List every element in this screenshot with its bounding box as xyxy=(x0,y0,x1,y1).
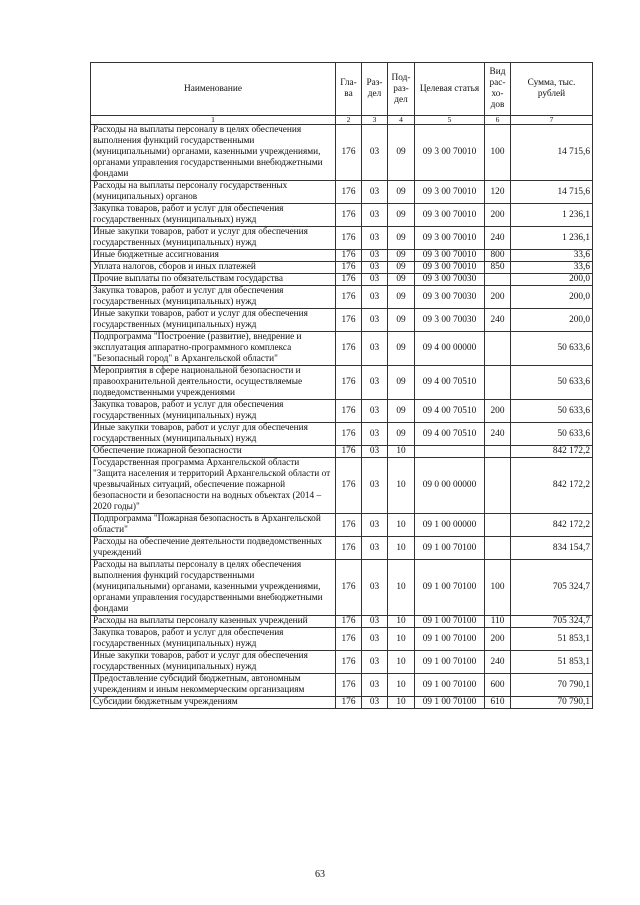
cell-vid: 120 xyxy=(485,181,511,204)
cell-vid xyxy=(485,366,511,400)
cell-target: 09 1 00 70100 xyxy=(415,616,485,628)
cell-glava: 176 xyxy=(336,400,362,423)
table-row xyxy=(91,616,593,628)
cell-target: 09 3 00 70010 xyxy=(415,250,485,262)
cell-sum: 33,6 xyxy=(511,250,593,262)
table-row xyxy=(91,250,593,262)
cell-podrazdel: 09 xyxy=(388,250,415,262)
cell-sum: 70 790,1 xyxy=(511,697,593,709)
cell-razdel: 03 xyxy=(362,697,388,709)
cell-target: 09 1 00 70100 xyxy=(415,674,485,697)
cell-target: 09 3 00 70030 xyxy=(415,274,485,286)
cell-name: Предоставление субсидий бюджетным, автономным учреждениям и иным некоммерческим организациям xyxy=(91,674,336,697)
cell-target: 09 4 00 70510 xyxy=(415,366,485,400)
cell-target: 09 3 00 70010 xyxy=(415,262,485,274)
cell-sum: 51 853,1 xyxy=(511,651,593,674)
cell-target: 09 3 00 70010 xyxy=(415,227,485,250)
cell-glava: 176 xyxy=(336,423,362,446)
cell-sum: 70 790,1 xyxy=(511,674,593,697)
table-body xyxy=(91,125,593,709)
cell-name: Подпрограмма "Пожарная безопасность в Архангельской области" xyxy=(91,514,336,537)
table-row xyxy=(91,560,593,616)
cell-vid: 100 xyxy=(485,560,511,616)
cell-podrazdel: 10 xyxy=(388,537,415,560)
cell-name: Прочие выплаты по обязательствам государства xyxy=(91,274,336,286)
cell-glava: 176 xyxy=(336,332,362,366)
cell-name: Иные закупки товаров, работ и услуг для обеспечения государственных (муниципальных) нужд xyxy=(91,309,336,332)
cell-sum: 51 853,1 xyxy=(511,628,593,651)
cell-vid: 240 xyxy=(485,423,511,446)
cell-razdel: 03 xyxy=(362,446,388,458)
table-row xyxy=(91,366,593,400)
cell-glava: 176 xyxy=(336,250,362,262)
cell-glava: 176 xyxy=(336,274,362,286)
cell-vid: 610 xyxy=(485,697,511,709)
cell-target: 09 1 00 70100 xyxy=(415,628,485,651)
page-number: 63 xyxy=(315,869,325,880)
header-row xyxy=(91,63,593,116)
column-number: 4 xyxy=(388,116,415,125)
cell-razdel: 03 xyxy=(362,181,388,204)
table-row xyxy=(91,514,593,537)
cell-podrazdel: 10 xyxy=(388,446,415,458)
cell-glava: 176 xyxy=(336,227,362,250)
cell-sum: 842 172,2 xyxy=(511,458,593,514)
cell-razdel: 03 xyxy=(362,332,388,366)
cell-sum: 50 633,6 xyxy=(511,423,593,446)
column-number: 1 xyxy=(91,116,336,125)
table-row xyxy=(91,286,593,309)
header-sum: Сумма, тыс. рублей xyxy=(511,63,593,116)
cell-target: 09 3 00 70030 xyxy=(415,309,485,332)
cell-vid: 200 xyxy=(485,628,511,651)
table-row xyxy=(91,262,593,274)
column-number: 7 xyxy=(511,116,593,125)
cell-sum: 33,6 xyxy=(511,262,593,274)
cell-sum: 1 236,1 xyxy=(511,204,593,227)
cell-podrazdel: 10 xyxy=(388,628,415,651)
cell-razdel: 03 xyxy=(362,227,388,250)
table-row xyxy=(91,697,593,709)
cell-sum: 842 172,2 xyxy=(511,514,593,537)
cell-sum: 842 172,2 xyxy=(511,446,593,458)
cell-name: Иные бюджетные ассигнования xyxy=(91,250,336,262)
cell-name: Расходы на выплаты персоналу государственных (муниципальных) органов xyxy=(91,181,336,204)
header-name: Наименование xyxy=(91,63,336,116)
cell-razdel: 03 xyxy=(362,250,388,262)
header-vid: Вид рас-хо-дов xyxy=(485,63,511,116)
cell-name: Подпрограмма "Построение (развитие), внедрение и эксплуатация аппаратно-программного комплекса "Безопасный город" в Архангельской области" xyxy=(91,332,336,366)
cell-glava: 176 xyxy=(336,204,362,227)
cell-name: Государственная программа Архангельской области "Защита населения и территорий Архангельской области от чрезвычайных ситуаций, обеспечение пожарной безопасности и безопасности на водных объектах (2014 – 2020 годы)" xyxy=(91,458,336,514)
cell-podrazdel: 09 xyxy=(388,332,415,366)
cell-glava: 176 xyxy=(336,697,362,709)
cell-glava: 176 xyxy=(336,560,362,616)
cell-podrazdel: 10 xyxy=(388,514,415,537)
cell-vid xyxy=(485,458,511,514)
cell-razdel: 03 xyxy=(362,309,388,332)
cell-vid: 240 xyxy=(485,651,511,674)
cell-razdel: 03 xyxy=(362,458,388,514)
cell-name: Уплата налогов, сборов и иных платежей xyxy=(91,262,336,274)
cell-target: 09 1 00 00000 xyxy=(415,514,485,537)
cell-name: Субсидии бюджетным учреждениям xyxy=(91,697,336,709)
cell-name: Расходы на выплаты персоналу в целях обеспечения выполнения функций государственными (муниципальными) органами, казенными учреждениями, органами управления государственными внебюджетными фондами xyxy=(91,125,336,181)
cell-name: Закупка товаров, работ и услуг для обеспечения государственных (муниципальных) нужд xyxy=(91,400,336,423)
cell-target: 09 1 00 70100 xyxy=(415,697,485,709)
cell-razdel: 03 xyxy=(362,674,388,697)
cell-name: Иные закупки товаров, работ и услуг для обеспечения государственных (муниципальных) нужд xyxy=(91,651,336,674)
cell-vid: 240 xyxy=(485,227,511,250)
table-row xyxy=(91,309,593,332)
cell-razdel: 03 xyxy=(362,628,388,651)
cell-glava: 176 xyxy=(336,616,362,628)
cell-sum: 14 715,6 xyxy=(511,181,593,204)
cell-razdel: 03 xyxy=(362,560,388,616)
cell-glava: 176 xyxy=(336,537,362,560)
cell-target: 09 3 00 70010 xyxy=(415,125,485,181)
cell-podrazdel: 09 xyxy=(388,286,415,309)
cell-sum: 200,0 xyxy=(511,274,593,286)
cell-sum: 200,0 xyxy=(511,286,593,309)
cell-target: 09 1 00 70100 xyxy=(415,537,485,560)
cell-name: Расходы на выплаты персоналу в целях обеспечения выполнения функций государственными (муниципальными) органами, казенными учреждениями, органами управления государственными внебюджетными фондами xyxy=(91,560,336,616)
cell-sum: 705 324,7 xyxy=(511,560,593,616)
cell-vid: 200 xyxy=(485,400,511,423)
header-razdel: Раз-дел xyxy=(362,63,388,116)
cell-name: Обеспечение пожарной безопасности xyxy=(91,446,336,458)
cell-vid xyxy=(485,332,511,366)
table-row xyxy=(91,628,593,651)
cell-target: 09 3 00 70010 xyxy=(415,204,485,227)
cell-vid: 600 xyxy=(485,674,511,697)
cell-name: Мероприятия в сфере национальной безопасности и правоохранительной деятельности, осуществляемые подведомственными учреждениями xyxy=(91,366,336,400)
cell-vid: 200 xyxy=(485,286,511,309)
cell-podrazdel: 09 xyxy=(388,204,415,227)
cell-glava: 176 xyxy=(336,674,362,697)
cell-podrazdel: 10 xyxy=(388,651,415,674)
cell-sum: 14 715,6 xyxy=(511,125,593,181)
cell-name: Иные закупки товаров, работ и услуг для обеспечения государственных (муниципальных) нужд xyxy=(91,227,336,250)
cell-target: 09 3 00 70030 xyxy=(415,286,485,309)
cell-glava: 176 xyxy=(336,286,362,309)
cell-name: Закупка товаров, работ и услуг для обеспечения государственных (муниципальных) нужд xyxy=(91,204,336,227)
column-number: 2 xyxy=(336,116,362,125)
cell-vid: 200 xyxy=(485,204,511,227)
table-row xyxy=(91,674,593,697)
cell-podrazdel: 09 xyxy=(388,274,415,286)
cell-vid: 100 xyxy=(485,125,511,181)
column-number-row xyxy=(91,116,593,125)
cell-glava: 176 xyxy=(336,514,362,537)
header-target: Целевая статья xyxy=(415,63,485,116)
cell-razdel: 03 xyxy=(362,400,388,423)
cell-razdel: 03 xyxy=(362,366,388,400)
cell-target: 09 4 00 70510 xyxy=(415,423,485,446)
cell-razdel: 03 xyxy=(362,274,388,286)
cell-sum: 50 633,6 xyxy=(511,400,593,423)
cell-glava: 176 xyxy=(336,458,362,514)
cell-glava: 176 xyxy=(336,262,362,274)
cell-sum: 50 633,6 xyxy=(511,366,593,400)
cell-name: Закупка товаров, работ и услуг для обеспечения государственных (муниципальных) нужд xyxy=(91,628,336,651)
cell-podrazdel: 10 xyxy=(388,560,415,616)
cell-name: Иные закупки товаров, работ и услуг для обеспечения государственных (муниципальных) нужд xyxy=(91,423,336,446)
cell-sum: 705 324,7 xyxy=(511,616,593,628)
cell-sum: 50 633,6 xyxy=(511,332,593,366)
header-glava: Гла-ва xyxy=(336,63,362,116)
cell-target: 09 4 00 70510 xyxy=(415,400,485,423)
table-row xyxy=(91,332,593,366)
cell-vid: 240 xyxy=(485,309,511,332)
cell-glava: 176 xyxy=(336,125,362,181)
cell-razdel: 03 xyxy=(362,651,388,674)
cell-razdel: 03 xyxy=(362,423,388,446)
cell-sum: 200,0 xyxy=(511,309,593,332)
table-row xyxy=(91,227,593,250)
cell-vid xyxy=(485,446,511,458)
cell-podrazdel: 09 xyxy=(388,423,415,446)
table-row xyxy=(91,446,593,458)
cell-glava: 176 xyxy=(336,446,362,458)
cell-podrazdel: 10 xyxy=(388,697,415,709)
column-number: 5 xyxy=(415,116,485,125)
cell-razdel: 03 xyxy=(362,204,388,227)
cell-vid: 800 xyxy=(485,250,511,262)
cell-vid xyxy=(485,274,511,286)
cell-glava: 176 xyxy=(336,309,362,332)
cell-target xyxy=(415,446,485,458)
table-row xyxy=(91,458,593,514)
column-number: 3 xyxy=(362,116,388,125)
table-row xyxy=(91,204,593,227)
cell-target: 09 3 00 70010 xyxy=(415,181,485,204)
table-row xyxy=(91,651,593,674)
cell-podrazdel: 09 xyxy=(388,400,415,423)
cell-podrazdel: 09 xyxy=(388,262,415,274)
cell-name: Расходы на выплаты персоналу казенных учреждений xyxy=(91,616,336,628)
cell-target: 09 0 00 00000 xyxy=(415,458,485,514)
cell-vid: 850 xyxy=(485,262,511,274)
cell-podrazdel: 09 xyxy=(388,366,415,400)
cell-vid xyxy=(485,537,511,560)
cell-name: Закупка товаров, работ и услуг для обеспечения государственных (муниципальных) нужд xyxy=(91,286,336,309)
cell-razdel: 03 xyxy=(362,514,388,537)
cell-glava: 176 xyxy=(336,366,362,400)
cell-vid xyxy=(485,514,511,537)
cell-podrazdel: 10 xyxy=(388,458,415,514)
cell-podrazdel: 09 xyxy=(388,227,415,250)
header-podrazdel: Под-раз-дел xyxy=(388,63,415,116)
cell-razdel: 03 xyxy=(362,537,388,560)
cell-target: 09 1 00 70100 xyxy=(415,560,485,616)
cell-glava: 176 xyxy=(336,181,362,204)
cell-target: 09 1 00 70100 xyxy=(415,651,485,674)
cell-razdel: 03 xyxy=(362,262,388,274)
cell-razdel: 03 xyxy=(362,286,388,309)
cell-podrazdel: 10 xyxy=(388,674,415,697)
table-row xyxy=(91,400,593,423)
table-row xyxy=(91,537,593,560)
cell-podrazdel: 09 xyxy=(388,309,415,332)
table-row xyxy=(91,274,593,286)
table-row xyxy=(91,125,593,181)
budget-table xyxy=(90,62,593,709)
cell-vid: 110 xyxy=(485,616,511,628)
cell-podrazdel: 09 xyxy=(388,181,415,204)
table-row xyxy=(91,423,593,446)
cell-sum: 834 154,7 xyxy=(511,537,593,560)
table-row xyxy=(91,181,593,204)
cell-glava: 176 xyxy=(336,628,362,651)
column-number: 6 xyxy=(485,116,511,125)
cell-sum: 1 236,1 xyxy=(511,227,593,250)
cell-target: 09 4 00 00000 xyxy=(415,332,485,366)
cell-podrazdel: 09 xyxy=(388,125,415,181)
cell-glava: 176 xyxy=(336,651,362,674)
cell-razdel: 03 xyxy=(362,616,388,628)
cell-razdel: 03 xyxy=(362,125,388,181)
cell-name: Расходы на обеспечение деятельности подведомственных учреждений xyxy=(91,537,336,560)
cell-podrazdel: 10 xyxy=(388,616,415,628)
